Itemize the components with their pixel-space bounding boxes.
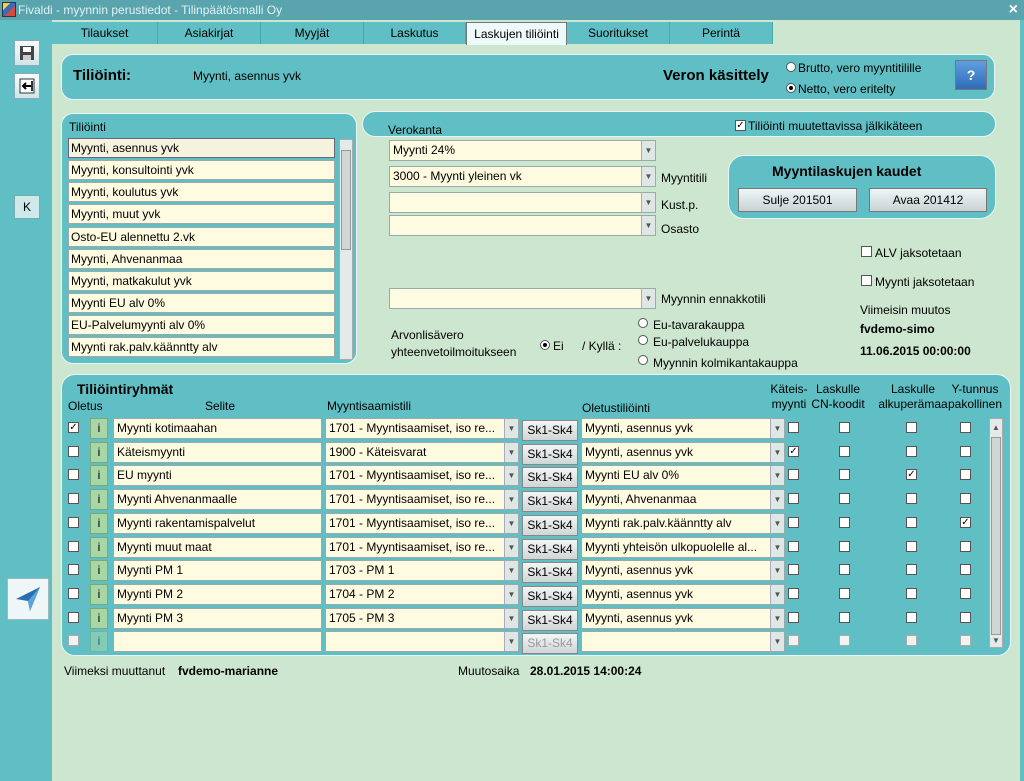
saamistili-select (325, 631, 519, 652)
chevron-down-icon: ▼ (770, 538, 784, 557)
info-button[interactable]: i (90, 560, 108, 581)
chevron-down-icon: ▼ (504, 609, 518, 628)
alkuperamaa-checkbox[interactable] (906, 517, 917, 528)
tab-bar (52, 22, 1020, 44)
saamistili-value: 1701 - Myyntisaamiset, iso re... (329, 540, 496, 554)
cn-koodit-checkbox[interactable] (839, 541, 850, 552)
info-button[interactable]: i (90, 465, 108, 486)
col-ytunnus (942, 382, 1008, 412)
chevron-down-icon: ▼ (504, 514, 518, 533)
selite-field[interactable]: Myynti kotimaahan (113, 418, 322, 439)
fivaldi-logo (7, 578, 49, 620)
oletus-checkbox[interactable] (68, 612, 79, 623)
info-button[interactable]: i (90, 489, 108, 510)
tiliointi-value: Myynti, asennus yvk (193, 69, 302, 83)
col-cn-koodit (806, 382, 870, 412)
col-oletustiliointi: Oletustiliöinti (582, 401, 651, 415)
scroll-thumb[interactable] (991, 437, 1001, 635)
exit-icon (19, 78, 35, 94)
alkuperamaa-checkbox[interactable] (906, 493, 917, 504)
chevron-down-icon: ▼ (504, 490, 518, 509)
info-button[interactable]: i (90, 513, 108, 534)
modified-time-label: Muutosaika (458, 664, 520, 678)
tax-netto-label: Netto, vero eritelty (798, 82, 896, 96)
kateismyynti-checkbox[interactable] (788, 469, 799, 480)
chevron-down-icon: ▼ (770, 561, 784, 580)
chevron-down-icon: ▼ (641, 216, 655, 235)
oletus-checkbox[interactable] (68, 446, 79, 457)
tax-brutto-label: Brutto, vero myyntitilille (798, 61, 922, 75)
oletustiliointi-value: Myynti yhteisön ulkopuolelle al... (585, 540, 758, 554)
sk1-sk4-button[interactable]: Sk1-Sk4 (522, 420, 578, 441)
cn-koodit-checkbox[interactable] (839, 517, 850, 528)
chevron-down-icon: ▼ (770, 490, 784, 509)
oletustiliointi-select[interactable] (581, 560, 785, 581)
cn-koodit-checkbox[interactable] (839, 469, 850, 480)
ytunnus-checkbox (960, 635, 971, 646)
saamistili-select[interactable] (325, 418, 519, 439)
col-alku-line2: alkuperämaa (878, 397, 948, 411)
open-period-button[interactable]: Avaa 201412 (869, 188, 987, 212)
alkuperamaa-checkbox[interactable] (906, 422, 917, 433)
kustp-label: Kust.p. (661, 198, 699, 212)
col-ytunnus-line2: pakollinen (947, 397, 1003, 411)
info-button[interactable]: i (90, 442, 108, 463)
saamistili-value: 1701 - Myyntisaamiset, iso re... (329, 421, 496, 435)
list-item[interactable]: EU-Palvelumyynti alv 0% (68, 315, 335, 335)
help-button[interactable]: ? (955, 60, 987, 90)
alv-label-2: yhteenvetoilmoitukseen (391, 345, 517, 359)
veron-kasittely-label: Veron käsittely (663, 67, 769, 84)
sk1-sk4-button[interactable]: Sk1-Sk4 (522, 467, 578, 488)
left-toolbar (0, 20, 52, 781)
tab-myyjat[interactable]: Myyjät (261, 22, 364, 44)
saamistili-value: 1704 - PM 2 (329, 587, 395, 601)
tax-netto-radio[interactable] (786, 83, 796, 93)
myyntitili-select[interactable] (389, 166, 656, 187)
oletus-checkbox[interactable] (68, 564, 79, 575)
col-saamistili: Myyntisaamistili (327, 399, 412, 413)
kateismyynti-checkbox[interactable] (788, 612, 799, 623)
alkuperamaa-checkbox[interactable] (906, 541, 917, 552)
alv-jaksotus-label: ALV jaksotetaan (875, 246, 962, 260)
oletustiliointi-value: Myynti, asennus yvk (585, 421, 694, 435)
ennakkotili-select[interactable] (389, 288, 656, 309)
ytunnus-checkbox[interactable]: ✓ (961, 517, 970, 528)
oletustiliointi-select[interactable] (581, 465, 785, 486)
oletustiliointi-select[interactable] (581, 489, 785, 510)
chevron-down-icon: ▼ (504, 419, 518, 438)
oletustiliointi-select[interactable] (581, 418, 785, 439)
ytunnus-checkbox[interactable] (960, 588, 971, 599)
info-button[interactable]: i (90, 608, 108, 629)
kateismyynti-checkbox[interactable] (788, 493, 799, 504)
app-icon (2, 2, 16, 17)
save-button[interactable] (14, 40, 40, 66)
myynti-jaksotus-label: Myynti jaksotetaan (875, 275, 975, 289)
ytunnus-checkbox[interactable] (960, 469, 971, 480)
tab-laskutus[interactable]: Laskutus (364, 22, 466, 44)
chevron-down-icon: ▼ (504, 538, 518, 557)
verokanta-label: Verokanta (388, 123, 443, 137)
selite-field[interactable]: EU myynti (113, 465, 322, 486)
scroll-down-icon[interactable]: ▼ (992, 636, 1000, 645)
kolmikantakauppa-label: Myynnin kolmikantakauppa (653, 356, 798, 370)
title-bar (0, 0, 1024, 20)
tab-asiakirjat[interactable]: Asiakirjat (158, 22, 261, 44)
alv-ei-label: Ei (553, 339, 564, 353)
eu-palvelukauppa-label: Eu-palvelukauppa (653, 335, 750, 349)
kaudet-title: Myyntilaskujen kaudet (772, 163, 922, 179)
chevron-down-icon: ▼ (504, 443, 518, 462)
oletustiliointi-select[interactable] (581, 513, 785, 534)
alkuperamaa-checkbox[interactable]: ✓ (907, 469, 916, 480)
window-title: Fivaldi - myynnin perustiedot - Tilinpäätösmalli Oy (18, 3, 283, 17)
kateismyynti-checkbox[interactable] (788, 541, 799, 552)
chevron-down-icon: ▼ (504, 632, 518, 651)
myyntitili-value: 3000 - Myynti yleinen vk (393, 169, 522, 183)
kustp-select[interactable] (389, 192, 656, 213)
kateismyynti-checkbox[interactable] (788, 422, 799, 433)
selite-field[interactable]: Myynti muut maat (113, 537, 322, 558)
groups-scrollbar[interactable] (989, 418, 1003, 648)
saamistili-value: 1705 - PM 3 (329, 611, 395, 625)
editable-checkbox[interactable]: ✓ (736, 120, 745, 131)
sk1-sk4-button[interactable]: Sk1-Sk4 (522, 586, 578, 607)
saamistili-select[interactable] (325, 537, 519, 558)
chevron-down-icon: ▼ (641, 289, 655, 308)
eu-palvelukauppa-radio[interactable] (638, 335, 648, 345)
info-button: i (90, 631, 108, 652)
myynti-jaksotus-checkbox[interactable] (861, 275, 872, 286)
cn-koodit-checkbox[interactable] (839, 564, 850, 575)
sk1-sk4-button[interactable]: Sk1-Sk4 (522, 444, 578, 465)
list-item[interactable]: Osto-EU alennettu 2.vk (68, 227, 335, 247)
modified-by-label: Viimeksi muuttanut (64, 664, 166, 678)
alkuperamaa-checkbox (906, 635, 917, 646)
list-item[interactable]: Myynti EU alv 0% (68, 293, 335, 313)
ytunnus-checkbox[interactable] (960, 446, 971, 457)
oletustiliointi-select[interactable] (581, 584, 785, 605)
ennakkotili-label: Myynnin ennakkotili (661, 292, 766, 306)
sk1-sk4-button[interactable]: Sk1-Sk4 (522, 539, 578, 560)
ytunnus-checkbox[interactable] (960, 493, 971, 504)
tiliointi-list-title: Tiliöinti (69, 120, 106, 134)
cn-koodit-checkbox[interactable] (839, 612, 850, 623)
list-item[interactable]: Myynti, konsultointi yvk (68, 160, 335, 180)
oletus-checkbox[interactable] (68, 541, 79, 552)
oletus-checkbox[interactable] (68, 588, 79, 599)
osasto-select[interactable] (389, 215, 656, 236)
alkuperamaa-checkbox[interactable] (906, 564, 917, 575)
col-cn-line2: CN-koodit (811, 397, 865, 411)
selite-field[interactable]: Myynti rakentamispalvelut (113, 513, 322, 534)
alv-ei-radio[interactable] (540, 340, 550, 350)
oletustiliointi-select[interactable] (581, 537, 785, 558)
chevron-down-icon: ▼ (641, 141, 655, 160)
editable-label: Tiliöinti muutettavissa jälkikäteen (748, 119, 923, 133)
oletustiliointi-value: Myynti, asennus yvk (585, 445, 694, 459)
eu-tavarakauppa-label: Eu-tavarakauppa (653, 318, 745, 332)
scroll-thumb[interactable] (341, 150, 351, 250)
kateismyynti-checkbox[interactable] (788, 517, 799, 528)
col-oletus: Oletus (68, 399, 103, 413)
alv-label-1: Arvonlisävero (391, 328, 464, 342)
myyntitili-label: Myyntitili (661, 171, 708, 185)
kateismyynti-checkbox[interactable] (788, 588, 799, 599)
close-period-button[interactable]: Sulje 201501 (738, 188, 857, 212)
alv-jaksotus-checkbox[interactable] (861, 246, 872, 257)
saamistili-value: 1703 - PM 1 (329, 563, 395, 577)
list-item[interactable]: Myynti, muut yvk (68, 204, 335, 224)
saamistili-select[interactable] (325, 513, 519, 534)
ytunnus-checkbox[interactable] (960, 422, 971, 433)
selite-field[interactable]: Myynti PM 2 (113, 584, 322, 605)
groups-title: Tiliöintiryhmät (77, 381, 174, 397)
oletus-checkbox[interactable]: ✓ (69, 422, 78, 433)
k-button[interactable]: K (14, 195, 40, 219)
cn-koodit-checkbox[interactable] (839, 446, 850, 457)
kateismyynti-checkbox (788, 635, 799, 646)
exit-button[interactable] (14, 73, 40, 99)
alkuperamaa-checkbox[interactable] (906, 446, 917, 457)
col-cn-line1: Laskulle (815, 382, 861, 396)
last-change-user: fvdemo-simo (860, 322, 935, 336)
oletus-checkbox[interactable] (68, 517, 79, 528)
verokanta-value: Myynti 24% (393, 143, 456, 157)
verokanta-select[interactable] (389, 140, 656, 161)
tab-perinta[interactable]: Perintä (670, 22, 773, 44)
modified-time-value: 28.01.2015 14:00:24 (530, 664, 642, 678)
oletustiliointi-value: Myynti, Ahvenanmaa (585, 492, 697, 506)
list-item[interactable]: Myynti, Ahvenanmaa (68, 249, 335, 269)
saamistili-select[interactable] (325, 560, 519, 581)
cn-koodit-checkbox[interactable] (839, 422, 850, 433)
info-button[interactable]: i (90, 537, 108, 558)
oletustiliointi-value: Myynti EU alv 0% (585, 468, 680, 482)
sk1-sk4-button: Sk1-Sk4 (522, 633, 578, 654)
oletustiliointi-select (581, 631, 785, 652)
logo-icon (12, 583, 44, 615)
saamistili-value: 1701 - Myyntisaamiset, iso re... (329, 468, 496, 482)
tab-suoritukset[interactable]: Suoritukset (567, 22, 670, 44)
saamistili-value: 1701 - Myyntisaamiset, iso re... (329, 516, 496, 530)
alv-kylla-label: / Kyllä : (582, 339, 622, 353)
list-item[interactable]: Myynti rak.palv.käänntty alv (68, 337, 335, 357)
col-selite: Selite (205, 399, 236, 413)
sk1-sk4-button[interactable]: Sk1-Sk4 (522, 562, 578, 583)
chevron-down-icon: ▼ (770, 585, 784, 604)
oletustiliointi-value: Myynti, asennus yvk (585, 563, 694, 577)
chevron-down-icon: ▼ (641, 167, 655, 186)
scroll-up-icon[interactable]: ▲ (992, 423, 1000, 432)
tab-tilaukset[interactable]: Tilaukset (52, 22, 158, 44)
info-button[interactable]: i (90, 418, 108, 439)
info-button[interactable]: i (90, 584, 108, 605)
cn-koodit-checkbox[interactable] (839, 588, 850, 599)
col-kateis-line2: myynti (771, 397, 807, 411)
chevron-down-icon: ▼ (770, 419, 784, 438)
saamistili-select[interactable] (325, 489, 519, 510)
chevron-down-icon: ▼ (641, 193, 655, 212)
alkuperamaa-checkbox[interactable] (906, 612, 917, 623)
osasto-label: Osasto (661, 222, 700, 236)
sk1-sk4-button[interactable]: Sk1-Sk4 (522, 491, 578, 512)
tab-laskujen-tiliointi[interactable]: Laskujen tiliöinti (466, 22, 567, 45)
saamistili-select[interactable] (325, 584, 519, 605)
oletustiliointi-value: Myynti, asennus yvk (585, 611, 694, 625)
saamistili-select[interactable] (325, 608, 519, 629)
saamistili-value: 1900 - Käteisvarat (329, 445, 427, 459)
col-ytunnus-line1: Y-tunnus (951, 382, 999, 396)
chevron-down-icon: ▼ (770, 443, 784, 462)
kolmikantakauppa-radio[interactable] (638, 355, 648, 365)
selite-field[interactable]: Käteismyynti (113, 442, 322, 463)
cn-koodit-checkbox[interactable] (839, 493, 850, 504)
chevron-down-icon: ▼ (770, 466, 784, 485)
ytunnus-checkbox[interactable] (960, 541, 971, 552)
oletus-checkbox[interactable] (68, 493, 79, 504)
chevron-down-icon: ▼ (504, 561, 518, 580)
selite-field (113, 631, 322, 652)
last-change-time: 11.06.2015 00:00:00 (860, 344, 971, 358)
sk1-sk4-button[interactable]: Sk1-Sk4 (522, 515, 578, 536)
saamistili-select[interactable] (325, 442, 519, 463)
cn-koodit-checkbox (839, 635, 850, 646)
oletustiliointi-select[interactable] (581, 442, 785, 463)
chevron-down-icon: ▼ (770, 514, 784, 533)
oletustiliointi-select[interactable] (581, 608, 785, 629)
list-scrollbar[interactable] (339, 139, 353, 360)
kateismyynti-checkbox[interactable] (788, 564, 799, 575)
chevron-down-icon: ▼ (770, 632, 784, 651)
tax-brutto-radio[interactable] (786, 62, 796, 72)
alkuperamaa-checkbox[interactable] (906, 588, 917, 599)
close-window-button[interactable]: × (1008, 1, 1018, 18)
oletustiliointi-value: Myynti rak.palv.käänntty alv (585, 516, 732, 530)
last-change-label: Viimeisin muutos (860, 303, 951, 317)
col-kateis-line1: Käteis- (770, 382, 808, 396)
ytunnus-checkbox[interactable] (960, 612, 971, 623)
selite-field[interactable]: Myynti Ahvenanmaalle (113, 489, 322, 510)
ytunnus-checkbox[interactable] (960, 564, 971, 575)
tiliointi-label: Tiliöinti: (73, 67, 132, 84)
list-item[interactable]: Myynti, asennus yvk (68, 138, 335, 158)
chevron-down-icon: ▼ (504, 466, 518, 485)
modified-by-value: fvdemo-marianne (178, 664, 279, 678)
oletustiliointi-value: Myynti, asennus yvk (585, 587, 694, 601)
selite-field[interactable]: Myynti PM 1 (113, 560, 322, 581)
saamistili-select[interactable] (325, 465, 519, 486)
list-item[interactable]: Myynti, koulutus yvk (68, 182, 335, 202)
chevron-down-icon: ▼ (504, 585, 518, 604)
kateismyynti-checkbox[interactable]: ✓ (789, 446, 798, 457)
selite-field[interactable]: Myynti PM 3 (113, 608, 322, 629)
oletus-checkbox[interactable] (68, 469, 79, 480)
save-icon (19, 45, 35, 61)
chevron-down-icon: ▼ (770, 609, 784, 628)
saamistili-value: 1701 - Myyntisaamiset, iso re... (329, 492, 496, 506)
sk1-sk4-button[interactable]: Sk1-Sk4 (522, 610, 578, 631)
col-alku-line1: Laskulle (890, 382, 936, 396)
eu-tavarakauppa-radio[interactable] (638, 318, 648, 328)
list-item[interactable]: Myynti, matkakulut yvk (68, 271, 335, 291)
oletus-checkbox (68, 635, 79, 646)
